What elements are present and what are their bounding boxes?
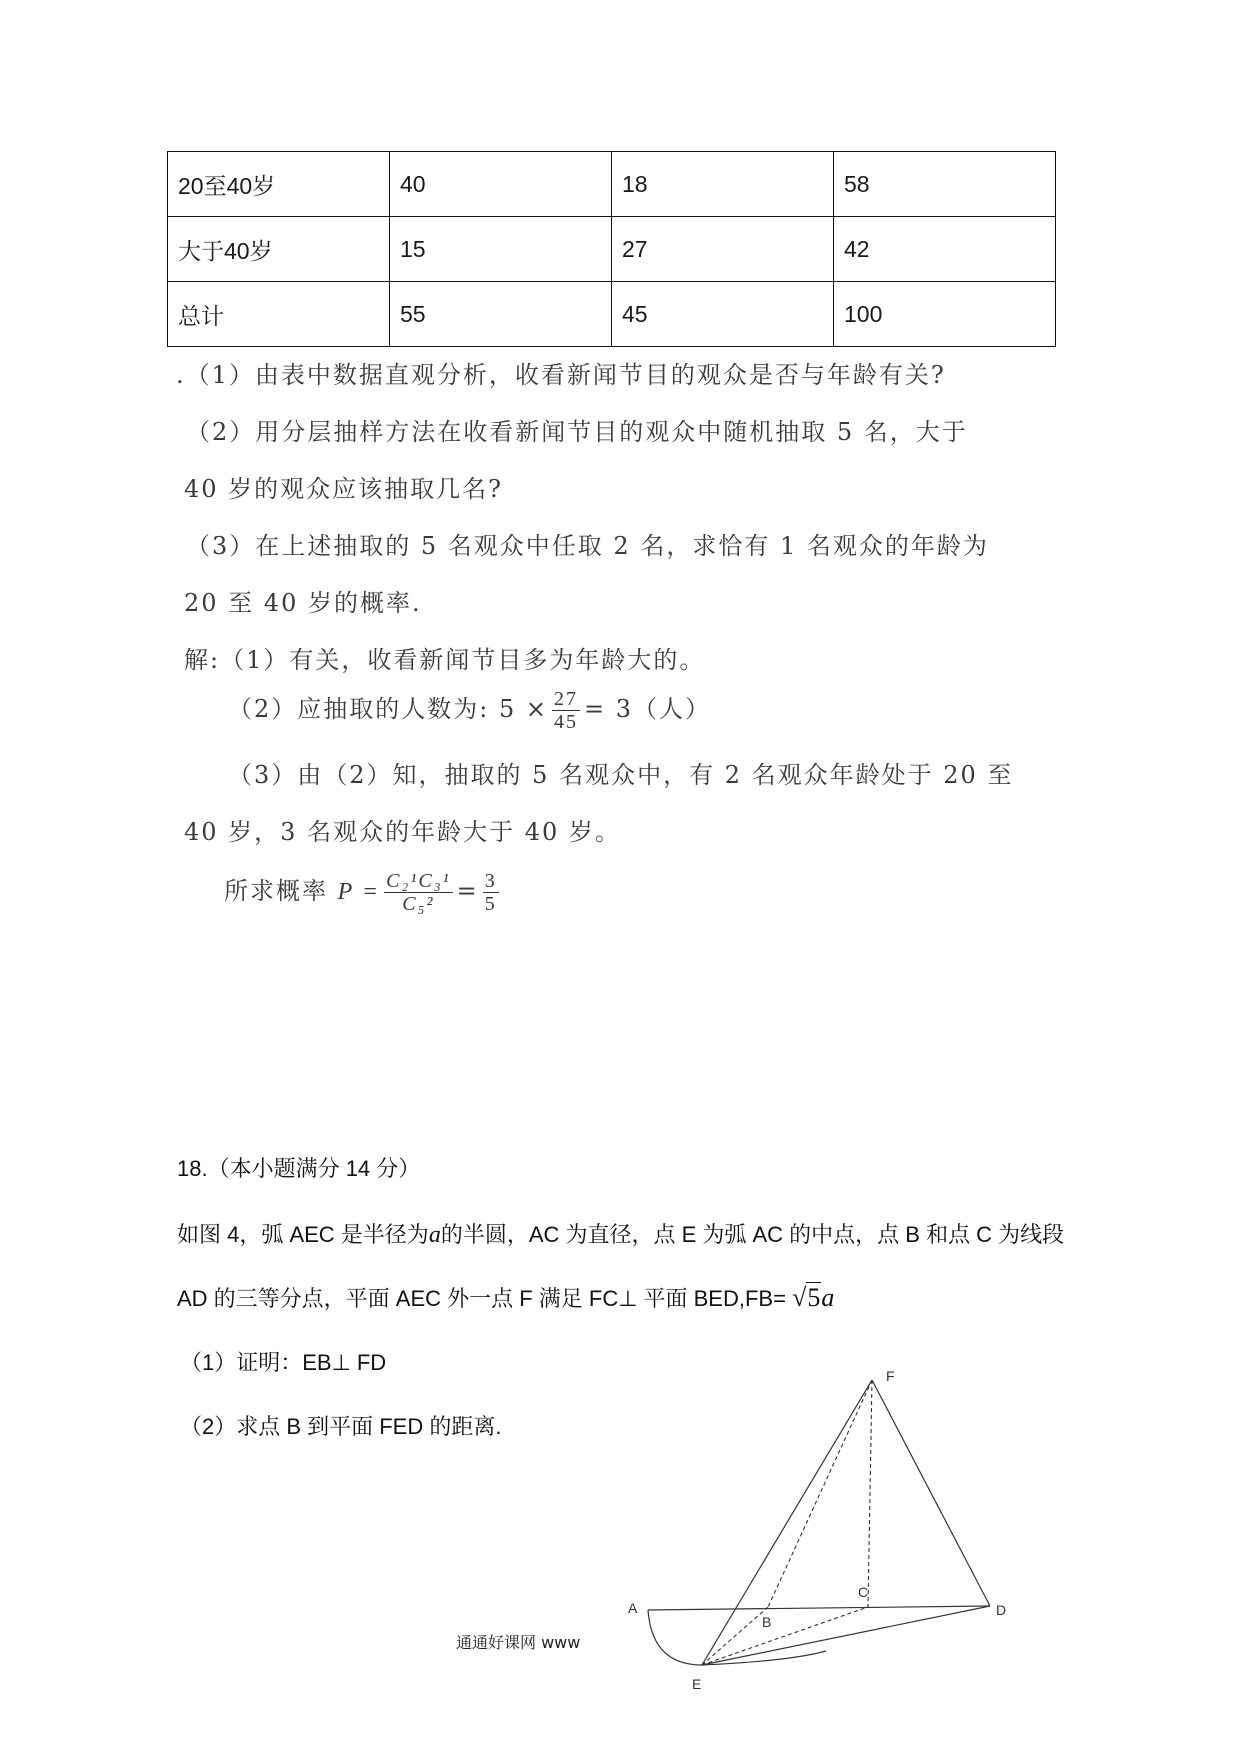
segment-eb	[702, 1607, 768, 1665]
label-c: C	[858, 1584, 869, 1600]
fraction-denominator: C₅²	[402, 893, 435, 915]
question-part-1: .（1）由表中数据直观分析，收看新闻节目的观众是否与年龄有关?	[176, 361, 946, 389]
label-a: A	[628, 1600, 638, 1616]
probability-symbol: P =	[337, 879, 381, 905]
table-cell: 27	[612, 217, 834, 282]
fraction-numerator: 27	[554, 688, 578, 710]
solution-part-3-line-2: 40 岁，3 名观众的年龄大于 40 岁。	[184, 818, 621, 846]
question-18-line-1	[177, 1218, 1064, 1249]
table-cell: 总计	[168, 282, 390, 347]
variable-a: a	[428, 1222, 441, 1248]
arc-ae	[648, 1610, 702, 1665]
equals-sign: =	[456, 877, 479, 905]
fraction-numerator: C₂¹C₃¹	[386, 870, 451, 892]
variable-a: a	[821, 1283, 835, 1312]
text-span: 如图 4，弧 AEC 是半径为	[177, 1222, 429, 1247]
solution-part-2-suffix: = 3（人）	[584, 695, 712, 723]
question-part-3-line-2: 20 至 40 岁的概率.	[184, 589, 422, 617]
geometry-figure	[600, 1365, 1020, 1695]
question-18-line-2	[177, 1282, 834, 1313]
table-cell: 40	[390, 152, 612, 217]
solution-part-2	[228, 688, 711, 733]
table-cell: 大于40岁	[168, 217, 390, 282]
table-row	[168, 217, 1056, 282]
fraction-numerator: 3	[484, 870, 497, 892]
text-span: AD 的三等分点，平面 AEC 外一点 F 满足 FC⊥ 平面 BED,FB=	[177, 1286, 786, 1311]
table-cell: 45	[612, 282, 834, 347]
fraction-denominator: 5	[484, 893, 497, 915]
text-span: 的半圆，AC 为直径，点 E 为弧 AC 的中点，点 B 和点 C 为线段	[440, 1222, 1065, 1247]
table-cell: 55	[390, 282, 612, 347]
segment-fb	[768, 1380, 872, 1607]
segment-ed	[702, 1606, 990, 1665]
radicand: 5	[807, 1283, 821, 1312]
fraction	[483, 870, 499, 915]
label-b: B	[762, 1614, 772, 1630]
solution-probability	[224, 870, 503, 915]
table-cell: 58	[834, 152, 1056, 217]
fraction-denominator: 45	[554, 711, 578, 733]
question-part-3-line-1: （3）在上述抽取的 5 名观众中任取 2 名，求恰有 1 名观众的年龄为	[186, 532, 989, 560]
table-cell: 100	[834, 282, 1056, 347]
fraction	[384, 870, 453, 915]
table-cell: 18	[612, 152, 834, 217]
segment-fd	[872, 1380, 990, 1606]
table-cell: 20至40岁	[168, 152, 390, 217]
table-row	[168, 282, 1056, 347]
question-18-part-1: （1）证明：EB⊥ FD	[180, 1350, 387, 1375]
label-e: E	[692, 1676, 702, 1692]
question-18-header: 18.（本小题满分 14 分）	[177, 1156, 421, 1181]
solution-part-3-line-1: （3）由（2）知，抽取的 5 名观众中，有 2 名观众年龄处于 20 至	[228, 761, 1014, 789]
probability-label: 所求概率	[224, 877, 328, 905]
table-cell: 15	[390, 217, 612, 282]
table-row	[168, 152, 1056, 217]
data-table	[167, 151, 1056, 347]
segment-fc	[868, 1380, 872, 1607]
sqrt-expression: √5	[792, 1283, 821, 1312]
segment-ad	[648, 1606, 990, 1610]
solution-part-1: 解:（1）有关，收看新闻节目多为年龄大的。	[184, 646, 706, 674]
question-18-part-2: （2）求点 B 到平面 FED 的距离.	[180, 1414, 502, 1439]
solution-part-2-prefix: （2）应抽取的人数为: 5 ×	[228, 695, 548, 723]
fraction	[552, 688, 580, 733]
question-part-2-line-1: （2）用分层抽样方法在收看新闻节目的观众中随机抽取 5 名，大于	[186, 418, 968, 446]
question-part-2-line-2: 40 岁的观众应该抽取几名?	[184, 475, 504, 503]
label-d: D	[996, 1602, 1007, 1618]
table-cell: 42	[834, 217, 1056, 282]
footer-watermark: 通通好课网 www	[456, 1633, 581, 1652]
label-f: F	[886, 1368, 895, 1384]
arc-ec	[702, 1651, 826, 1665]
segment-fe	[702, 1380, 872, 1665]
